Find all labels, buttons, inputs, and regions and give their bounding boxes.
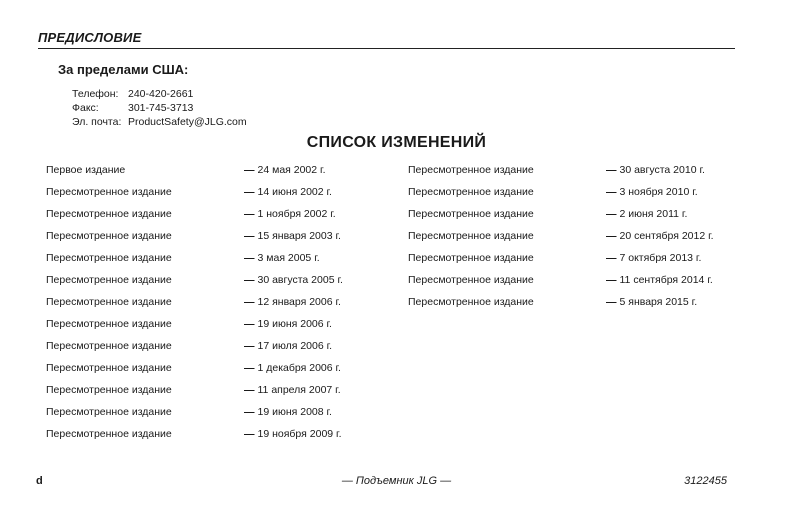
revision-edition: Пересмотренное издание [408,186,534,198]
revision-edition: Пересмотренное издание [408,296,534,308]
revision-date: — 11 сентября 2014 г. [606,274,713,286]
revision-list-title: СПИСОК ИЗМЕНЕНИЙ [306,134,487,151]
revision-edition: Пересмотренное издание [46,318,172,330]
revision-date: — 30 августа 2005 г. [244,274,343,286]
revision-date: — 1 ноября 2002 г. [244,208,336,220]
revision-date: — 30 августа 2010 г. [606,164,705,176]
footer-product-name: — Подъемник JLG — [341,475,452,487]
revision-date: — 5 января 2015 г. [606,296,697,308]
revision-date: — 1 декабря 2006 г. [244,362,341,374]
revision-date: — 7 октября 2013 г. [606,252,701,264]
contact-label: Эл. почта: [72,116,122,128]
revision-date: — 3 мая 2005 г. [244,252,320,264]
revision-date: — 15 января 2003 г. [244,230,341,242]
revision-edition: Пересмотренное издание [46,428,172,440]
revision-edition: Пересмотренное издание [408,208,534,220]
contact-phone [72,87,247,101]
revision-edition: Пересмотренное издание [408,252,534,264]
revision-edition: Пересмотренное издание [46,340,172,352]
revision-edition: Пересмотренное издание [46,384,172,396]
revision-edition: Пересмотренное издание [46,274,172,286]
revision-edition: Пересмотренное издание [46,296,172,308]
contact-value: 301-745-3713 [128,102,194,114]
contact-label: Факс: [72,102,99,114]
revision-date: — 12 января 2006 г. [244,296,341,308]
revision-edition: Пересмотренное издание [46,362,172,374]
contact-value: 240-420-2661 [128,88,194,100]
revision-edition: Пересмотренное издание [46,406,172,418]
contact-label: Телефон: [72,88,119,100]
revision-date: — 2 июня 2011 г. [606,208,687,220]
revision-edition: Пересмотренное издание [46,230,172,242]
revision-date: — 14 июня 2002 г. [244,186,332,198]
section-title: ПРЕДИСЛОВИЕ [38,30,142,45]
revision-date: — 24 мая 2002 г. [244,164,326,176]
revision-edition: Пересмотренное издание [46,208,172,220]
contact-value: ProductSafety@JLG.com [128,116,247,128]
revision-date: — 19 июня 2006 г. [244,318,332,330]
revision-edition: Пересмотренное издание [408,230,534,242]
outside-usa-heading: За пределами США: [58,62,189,77]
revision-date: — 11 апреля 2007 г. [244,384,341,396]
header-divider [38,48,735,49]
contact-fax [72,101,247,115]
revision-edition: Пересмотренное издание [408,274,534,286]
revision-edition: Пересмотренное издание [408,164,534,176]
page-marker: d [36,475,43,487]
revision-date: — 3 ноября 2010 г. [606,186,698,198]
revision-edition: Первое издание [46,164,126,176]
contact-email [72,115,247,129]
revision-edition: Пересмотренное издание [46,252,172,264]
revision-edition: Пересмотренное издание [46,186,172,198]
contact-block [72,87,247,129]
revision-date: — 19 ноября 2009 г. [244,428,342,440]
revision-date: — 20 сентября 2012 г. [606,230,714,242]
revision-date: — 19 июня 2008 г. [244,406,332,418]
revision-date: — 17 июля 2006 г. [244,340,332,352]
document-number: 3122455 [684,475,727,487]
